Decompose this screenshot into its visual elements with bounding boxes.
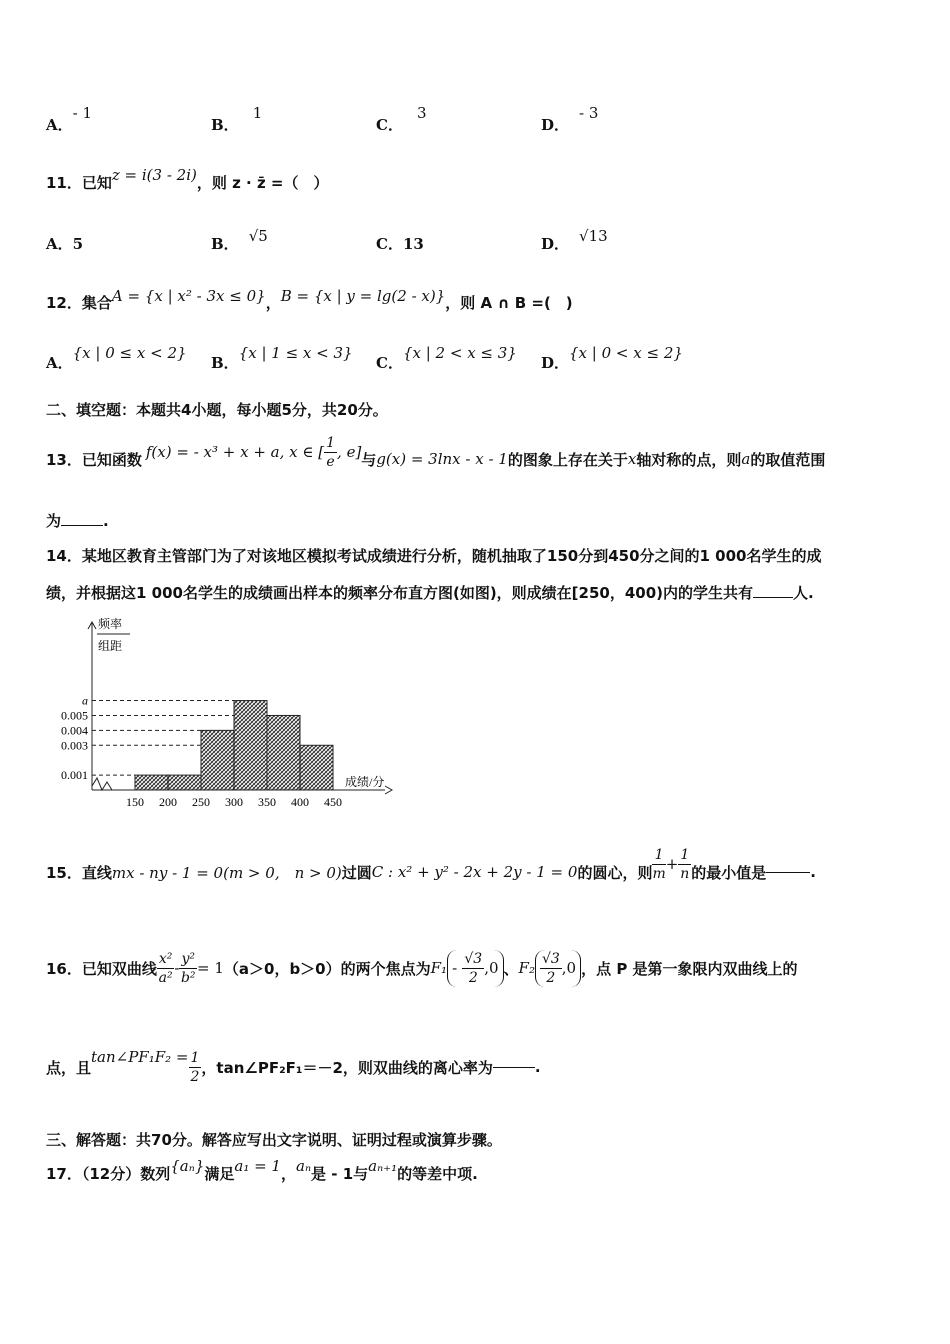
x-tick-label-250: 250	[192, 795, 210, 809]
q11-stem: 11．已知z = i(3 - 2i)，则 z · z̄ =（ ）	[46, 166, 329, 192]
q15-fraction-2: $\frac{1}{n}$	[680, 846, 690, 882]
x-tick-label-350: 350	[258, 795, 276, 809]
q16-focus-f2: $\frac{√3}{2}$ ,0	[535, 950, 581, 987]
q10-option-d-value: - 3	[579, 104, 599, 122]
axis-break	[92, 778, 112, 790]
q14-answer-blank[interactable]	[753, 597, 793, 598]
q16-stem: 16．已知双曲线 $\frac{\text{x²}}{\text{a²}}$ - $\frac{\text{y²}}{\text{b²}}$ = 1 （a＞0，b＞0）的两个焦点为 F₁ - $\frac{√3}{2}$ ,0 、 F₂ $\frac{√3}{2}$ ,0 ，点 P 是第一象限内双曲线上的	[46, 950, 798, 986]
q15-circle-equation: C : x² + y² - 2x + 2y - 1 = 0	[371, 863, 578, 881]
histogram-bar-200-250	[168, 775, 201, 790]
q15-answer-blank[interactable]	[766, 872, 810, 873]
q16-fraction-y: $\frac{\text{y²}}{\text{b²}}$	[180, 950, 196, 986]
x-axis-arrow	[385, 786, 392, 794]
section-2-heading: 二、填空题：本题共4小题，每小题5分，共20分。	[46, 401, 388, 419]
q16-answer-blank[interactable]	[493, 1067, 535, 1068]
q17-stem: 17．（12分）数列{aₙ}满足a₁ = 1，aₙ是 - 1与aₙ₊₁的等差中项.	[46, 1157, 478, 1183]
q12-stem: 12．集合A = {x | x² - 3x ≤ 0}，B = {x | y = lg(2 - x)}，则 A ∩ B =( )	[46, 287, 573, 312]
histogram-bar-300-350	[234, 701, 267, 790]
x-axis-label: 成绩/分	[345, 775, 385, 789]
x-tick-label-450: 450	[324, 795, 342, 809]
q14-line1: 14．某地区教育主管部门为了对该地区模拟考试成绩进行分析，随机抽取了150分到450分之间的1 000名学生的成	[46, 547, 822, 565]
q12-option-c: C．{x | 2 < x ≤ 3}	[376, 344, 517, 372]
q16-tan-fraction: $\frac{1}{2}$	[190, 1049, 200, 1085]
q12-set-a: A = {x | x² - 3x ≤ 0}	[111, 287, 266, 305]
q14-line2: 绩，并根据这1 000名学生的成绩画出样本的频率分布直方图(如图)，则成绩在[250，400)内的学生共有 人.	[46, 584, 814, 602]
q15-stem: 15．直线 mx - ny - 1 = 0(m > 0, n > 0) 过圆 C : x² + y² - 2x + 2y - 1 = 0 的圆心，则 $\frac{1}{m}$ + $\frac{1}{n}$ 的最小值是 .	[46, 846, 816, 882]
x-tick-label-400: 400	[291, 795, 309, 809]
q13-line2: 为 .	[46, 512, 109, 530]
q11-option-d: D． √13	[541, 227, 608, 253]
section-3-heading: 三、解答题：共70分。解答应写出文字说明、证明过程或演算步骤。	[46, 1131, 502, 1149]
y-tick-label-2: 0.004	[61, 723, 88, 738]
q12-option-b: B．{x | 1 ≤ x < 3}	[211, 344, 353, 372]
y-axis-label-top: 频率	[98, 617, 123, 631]
q13-answer-blank[interactable]	[61, 525, 103, 526]
q15-fraction-1: $\frac{1}{m}$	[652, 846, 666, 882]
q11-option-a: A．5	[46, 235, 84, 253]
q13-stem: 13．已知函数 f(x) = - x³ + x + a, x ∈ [ $\frac{1}{e}$ , e] 与 g(x) = 3lnx - x - 1 的图象上存在关于 x 轴对称的点，则 a 的取值范围	[46, 434, 826, 470]
y-tick-label-0: 0.001	[61, 768, 88, 783]
q10-option-b: B．1	[211, 104, 263, 134]
x-tick-label-300: 300	[225, 795, 243, 809]
histogram-bar-400-450	[300, 745, 333, 790]
q16-focus-f2-label: F₂	[518, 959, 535, 977]
q11-option-c: C．13	[376, 235, 424, 253]
q16-focus-f1-label: F₁	[430, 959, 448, 977]
histogram-bar-150-200	[135, 775, 168, 790]
q10-option-c: C．3	[376, 104, 427, 134]
q10-option-c-value: 3	[416, 104, 427, 122]
q13-function-f: f(x) = - x³ + x + a, x ∈ [	[145, 443, 325, 461]
q13-function-g: g(x) = 3lnx - x - 1	[376, 450, 508, 468]
q16-fraction-x: $\frac{\text{x²}}{\text{a²}}$	[158, 950, 173, 986]
q12-option-d: D．{x | 0 < x ≤ 2}	[541, 344, 683, 372]
q12-set-b: B = {x | y = lg(2 - x)}	[280, 287, 446, 305]
q10-option-b-value: 1	[252, 104, 263, 122]
q15-line-equation: mx - ny - 1 = 0(m > 0, n > 0)	[111, 863, 342, 882]
histogram-bar-350-400	[267, 715, 300, 790]
q10-option-d: D．- 3	[541, 104, 599, 134]
q13-fraction: $\frac{1}{e}$	[326, 434, 336, 470]
x-tick-label-150: 150	[126, 795, 144, 809]
histogram-bar-250-300	[201, 730, 234, 790]
q12-option-a: A．{x | 0 ≤ x < 2}	[46, 344, 187, 372]
frequency-histogram	[40, 610, 420, 820]
x-tick-label-200: 200	[159, 795, 177, 809]
y-tick-label-3: 0.005	[61, 708, 88, 723]
q16-line2: 点，且 tan∠PF₁F₂ = $\frac{1}{2}$ ，tan∠PF₂F₁＝－2，则双曲线的离心率为 .	[46, 1048, 541, 1085]
q16-tan-expression: tan∠PF₁F₂ =	[91, 1048, 189, 1066]
y-tick-label-1: 0.003	[61, 738, 88, 753]
q10-option-a-value: - 1	[72, 104, 93, 122]
y-axis-label-bottom: 组距	[98, 639, 123, 653]
y-tick-label-4: a	[82, 693, 88, 708]
q11-option-b: B． √5	[211, 227, 268, 253]
q16-focus-f1: - $\frac{√3}{2}$ ,0	[447, 950, 503, 987]
q11-expression: z = i(3 - 2i)	[111, 166, 197, 184]
q10-option-a: A．- 1	[46, 104, 93, 134]
